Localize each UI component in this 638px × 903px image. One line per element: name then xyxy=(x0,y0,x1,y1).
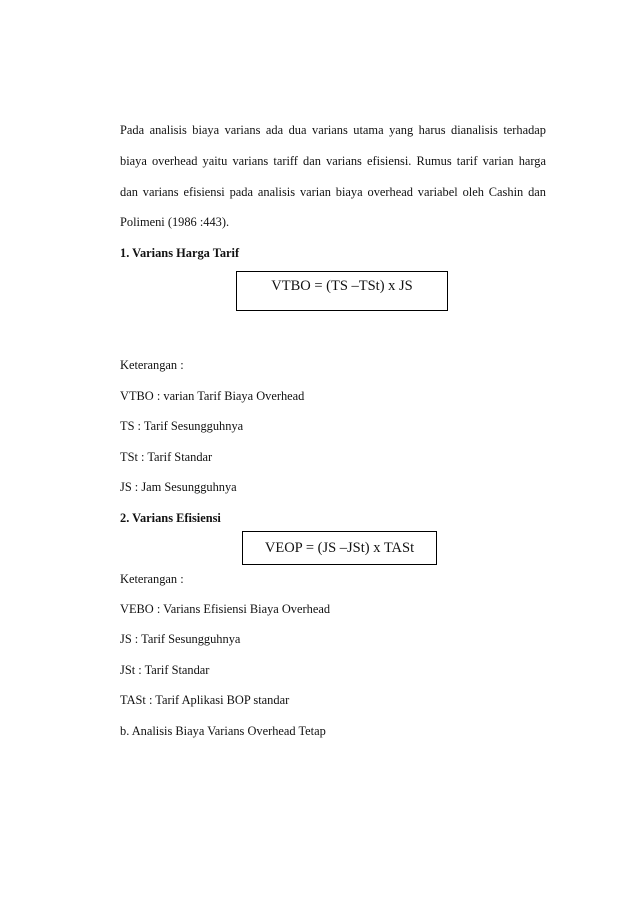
definition-item: TS : Tarif Sesungguhnya xyxy=(120,419,244,433)
intro-line: Polimeni (1986 :443). xyxy=(120,215,230,229)
formula-box-veop xyxy=(242,531,437,565)
definition-item: VEBO : Varians Efisiensi Biaya Overhead xyxy=(120,602,331,616)
formula-vtbo: VTBO = (TS –TSt) x JS xyxy=(271,278,413,294)
intro-line: dan varians efisiensi pada analisis varian biaya overhead variabel oleh Cashin dan xyxy=(120,185,546,199)
section2-heading: 2. Varians Efisiensi xyxy=(120,511,221,525)
section1-heading: 1. Varians Harga Tarif xyxy=(120,246,240,260)
definition-item: JS : Tarif Sesungguhnya xyxy=(120,632,241,646)
formula-veop: VEOP = (JS –JSt) x TASt xyxy=(264,539,415,556)
definition-item: JS : Jam Sesungguhnya xyxy=(120,480,237,494)
formula-box-vtbo xyxy=(236,271,448,311)
definition-item: JSt : Tarif Standar xyxy=(120,663,210,677)
keterangan-label: Keterangan : xyxy=(120,358,184,372)
definition-item: VTBO : varian Tarif Biaya Overhead xyxy=(120,389,305,403)
definition-item: TSt : Tarif Standar xyxy=(120,450,213,464)
intro-line: biaya overhead yaitu varians tariff dan varians efisiensi. Rumus tarif varian harga xyxy=(120,154,546,168)
intro-line: Pada analisis biaya varians ada dua varians utama yang harus dianalisis terhadap xyxy=(120,123,546,137)
section-b-heading: b. Analisis Biaya Varians Overhead Tetap xyxy=(120,724,326,738)
definition-item: TASt : Tarif Aplikasi BOP standar xyxy=(120,693,290,707)
keterangan-label: Keterangan : xyxy=(120,572,184,586)
